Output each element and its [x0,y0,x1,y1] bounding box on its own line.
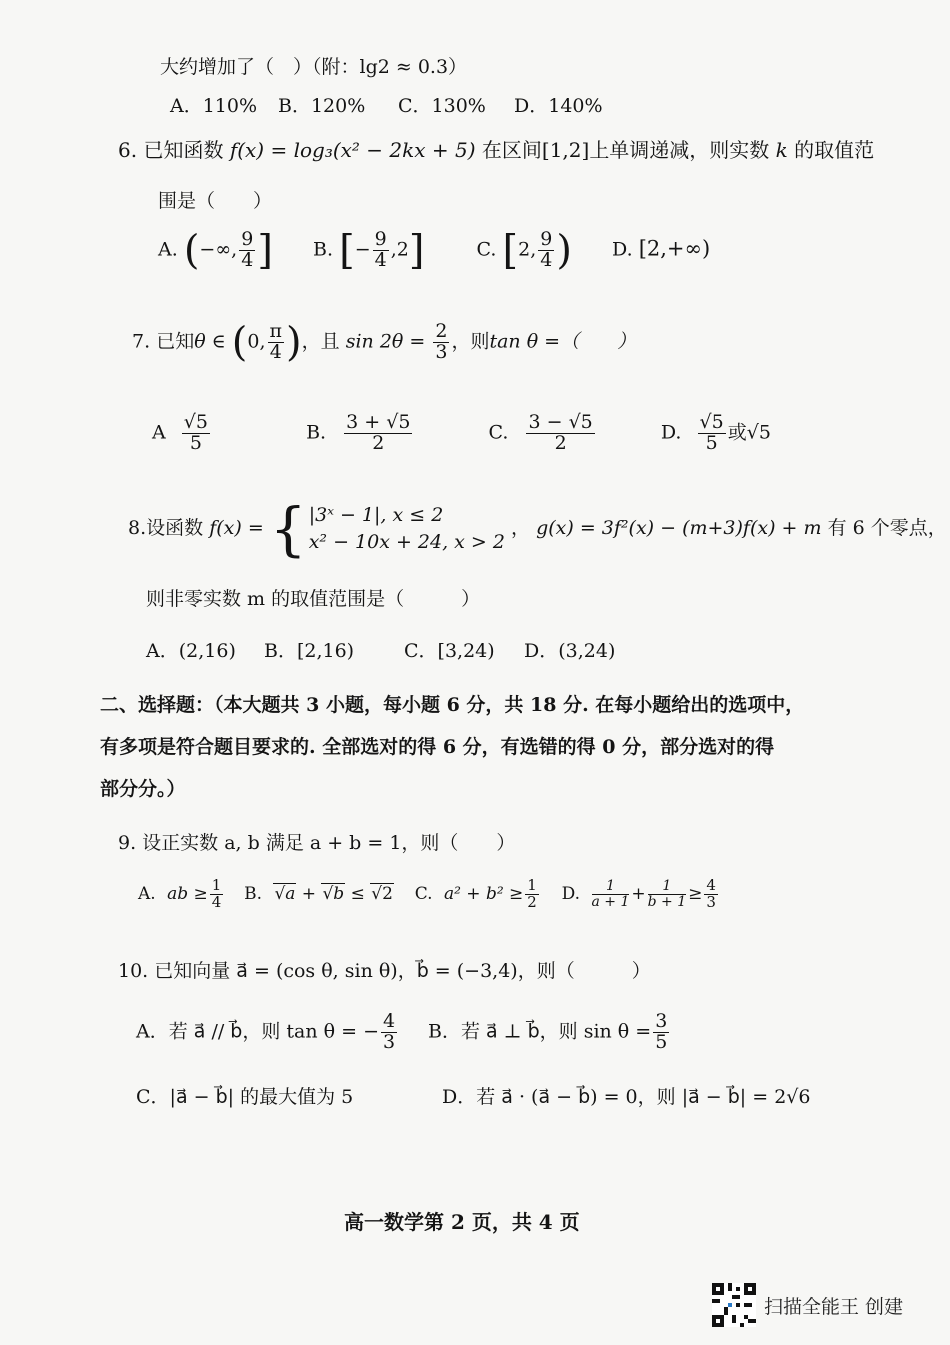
q9-options: A. ab ≥ $\frac{1}{4}$ B. √a + √b ≤ √2 C. a² + b² ≥ $\frac{1}{2}$ D. $\frac{1}{a + 1}$ + $\frac{1}{b + 1}$ ≥ $\frac{4}{3}$ [138,876,716,911]
q7-b-frac: $\frac{3 + √5}{2}$ [346,411,411,454]
q7-d-frac: $\frac{√5}{5}$ [699,411,724,454]
q6-a-left: −∞, [199,238,238,261]
q8-option-d: D．(3,24) [524,640,616,662]
q6-line2: 围是（ ） [158,190,273,212]
q6-text-a: 已知函数 [143,138,224,162]
section2-line1: 二、选择题：（本大题共 3 小题，每小题 6 分，共 18 分. 在每小题给出的选项中， [100,694,805,716]
section2-line2: 有多项是符合题目要求的. 全部选对的得 6 分，有选错的得 0 分，部分选对的得 [100,736,775,758]
q6-text-d: 的取值范 [794,138,875,162]
page-footer: 高一数学第 2 页，共 4 页 [344,1210,580,1234]
q7-a-frac: $\frac{√5}{5}$ [183,411,208,454]
scanner-watermark: 扫描全能王 创建 [764,1296,904,1318]
q10-option-d: D．若 a⃗ · (a⃗ − b⃗) = 0，则 |a⃗ − b⃗| = 2√6 [442,1086,811,1108]
section2-line3: 部分分。） [100,778,186,800]
q8-option-c: C．[3,24) [404,640,495,662]
q6-label-b: B. [313,238,334,261]
q7-options: A $\frac{√5}{5}$ B. $\frac{3 + √5}{2}$ C. $\frac{3 - √5}{2}$ D. $\frac{√5}{5}$ 或√5 [152,411,771,454]
q7-stem: 7. 已知θ ∈ (0, $\frac{\pi}{4}$ )，且 sin 2θ = $\frac{2}{3}$ ，则tan θ =（ ） [132,319,637,366]
q10-option-b: B．若 a⃗ ⊥ b⃗，则 sin θ = $\frac{3}{5}$ [428,1010,668,1053]
q8-option-b: B．[2,16) [264,640,355,662]
q10-option-a: A．若 a⃗ // b⃗，则 tan θ = − $\frac{4}{3}$ [136,1010,396,1053]
q6-number: 6. [118,138,138,162]
q6-text-c: 上单调递减，则实数 [589,138,770,162]
q6-c-frac: $\frac{9}{4}$ [540,228,553,271]
q5-option-d: D．140% [514,95,603,117]
q6-label-d: D. [612,238,633,261]
q6-b-frac: $\frac{9}{4}$ [374,228,387,271]
q10-option-c: C．|a⃗ − b⃗| 的最大值为 5 [136,1086,354,1108]
q6-a-frac: $\frac{9}{4}$ [241,228,254,271]
q8-option-a: A．(2,16) [146,640,236,662]
q5-option-b: B．120% [278,95,366,117]
q7-c-frac: $\frac{3 - √5}{2}$ [528,411,593,454]
q10-stem: 10. 已知向量 a⃗ = (cos θ, sin θ)，b⃗ = (−3,4)，则（ ） [118,960,651,982]
q6-label-c: C. [476,238,497,261]
q6-label-a: A. [158,238,178,261]
q8-piecewise: { |3ˣ − 1|, x ≤ 2 x² − 10x + 24, x > 2 [269,495,505,563]
q6-var: k [775,138,788,162]
q8-stem: 8.设函数 f(x) = { |3ˣ − 1|, x ≤ 2 x² − 10x + 24, x > 2 ， g(x) = 3f²(x) − (m+3)f(x) + m 有 6 个零点， [128,495,947,563]
q6-interval: [1,2] [541,138,590,162]
q5-option-c: C．130% [398,95,486,117]
q9-stem: 9. 设正实数 a, b 满足 a + b = 1，则（ ） [118,832,516,854]
q6-function: f(x) = log₃(x² − 2kx + 5) [229,138,476,162]
q6-text-b: 在区间 [481,138,542,162]
q6-d-value: [2,+∞) [638,236,711,261]
q6-line1 [118,134,874,163]
q5-stem: 大约增加了（ ）（附：lg2 ≈ 0.3） [160,56,468,78]
q8-line2: 则非零实数 m 的取值范围是（ ） [146,588,481,610]
qr-code-icon [712,1283,756,1327]
q5-option-a: A．110% [170,95,258,117]
q6-options: A. (−∞, $\frac{9}{4}$ ] B. [− $\frac{9}{4}$ ,2] C. [2, $\frac{9}{4}$ ) D. [2,+∞) [158,227,711,274]
